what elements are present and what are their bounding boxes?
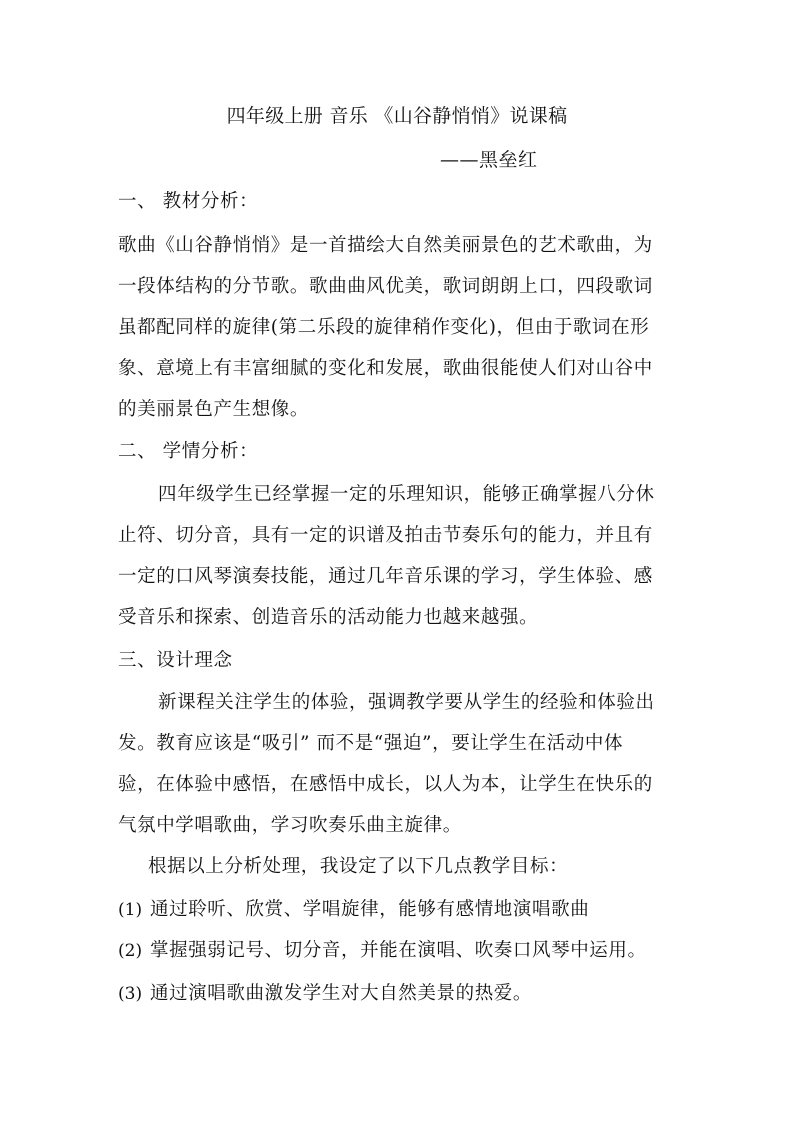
paragraph-line: 虽都配同样的旋律(第二乐段的旋律稍作变化)，但由于歌词在形 xyxy=(118,317,650,338)
paragraph-line: 一段体结构的分节歌。歌曲曲风优美，歌词朗朗上口，四段歌词 xyxy=(118,276,653,297)
section-heading: 一、 教材分析： xyxy=(118,191,259,212)
paragraph-line: 歌曲《山谷静悄悄》是一首描绘大自然美丽景色的艺术歌曲，为 xyxy=(118,235,653,256)
document-author: ——黑垒红 xyxy=(440,149,538,171)
paragraph-line: 的美丽景色产生想像。 xyxy=(118,399,310,420)
section-heading: 三、设计理念 xyxy=(118,650,233,671)
paragraph-line: 新课程关注学生的体验，强调教学要从学生的经验和体验出 xyxy=(158,692,655,713)
paragraph-line: 受音乐和探索、创造音乐的活动能力也越来越强。 xyxy=(118,607,539,628)
section-heading: 二、 学情分析： xyxy=(118,441,259,462)
goal-text: 通过演唱歌曲激发学生对大自然美景的热爱。 xyxy=(150,983,533,1004)
paragraph-line: 根据以上分析处理，我设定了以下几点教学目标： xyxy=(148,856,569,877)
goal-number: (2) xyxy=(118,941,143,961)
paragraph-line: 发。教育应该是“吸引” 而不是“强迫”，要让学生在活动中体 xyxy=(118,733,624,754)
paragraph-line: 止符、切分音，具有一定的识谱及拍击节奏乐句的能力，并且有 xyxy=(118,525,653,546)
paragraph-line: 验，在体验中感悟，在感悟中成长，以人为本，让学生在快乐的 xyxy=(118,774,653,795)
paragraph-line: 一定的口风琴演奏技能，通过几年音乐课的学习，学生体验、感 xyxy=(118,566,653,587)
paragraph-line: 四年级学生已经掌握一定的乐理知识，能够正确掌握八分休 xyxy=(158,484,655,505)
goal-number: (1) xyxy=(118,900,143,920)
document-title: 四年级上册 音乐 《山谷静悄悄》说课稿 xyxy=(226,105,568,127)
goal-text: 掌握强弱记号、切分音，并能在演唱、吹奏口风琴中运用。 xyxy=(150,940,647,961)
paragraph-line: 气氛中学唱歌曲，学习吹奏乐曲主旋律。 xyxy=(118,815,462,836)
goal-text: 通过聆听、欣赏、学唱旋律，能够有感情地演唱歌曲 xyxy=(150,899,590,920)
paragraph-line: 象、意境上有丰富细腻的变化和发展，歌曲很能使人们对山谷中 xyxy=(118,358,653,379)
goal-number: (3) xyxy=(118,984,143,1004)
